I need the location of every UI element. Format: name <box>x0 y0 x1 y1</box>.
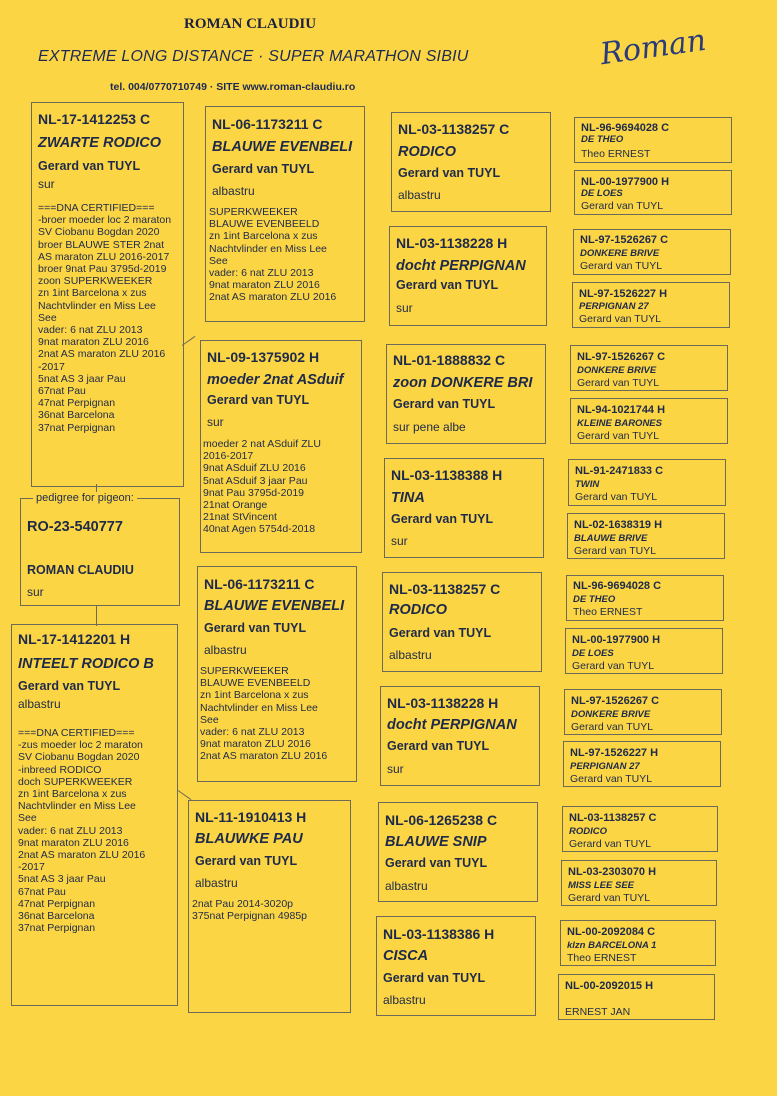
pigeon-name: BLAUWE BRIVE <box>574 533 648 544</box>
gg-grandparent-card[interactable] <box>563 741 721 787</box>
ring-number: NL-91-2471833 C <box>575 465 664 477</box>
pigeon-name: PERPIGNAN 27 <box>570 761 640 772</box>
breeder-name: Gerard van TUYL <box>204 621 307 635</box>
pigeon-name: RODICO <box>398 144 456 160</box>
pigeon-name: RODICO <box>389 602 447 618</box>
connector-line <box>96 606 97 626</box>
grandparent-card[interactable] <box>205 106 365 322</box>
breeder-name: Gerard van TUYL <box>580 260 663 272</box>
pigeon-name: docht PERPIGNAN <box>396 258 526 274</box>
pigeon-color: sur <box>27 585 44 599</box>
pigeon-name: KLEINE BARONES <box>577 418 662 429</box>
ring-number: NL-00-1977900 H <box>581 176 670 188</box>
pigeon-name: TINA <box>391 490 425 506</box>
ring-number: NL-03-1138386 H <box>383 926 495 942</box>
pigeon-name: DONKERE BRIVE <box>571 709 651 720</box>
signature: Roman <box>598 22 709 73</box>
pigeon-name: BLAUWE EVENBELI <box>204 598 345 614</box>
pigeon-name: DE THEO <box>581 134 624 145</box>
achievement-notes: ===DNA CERTIFIED=== -broer moeder loc 2 maraton SV Ciobanu Bogdan 2020 broer BLAUWE STER 2nat AS maraton ZLU 2016-2017 broer 9nat Pau 3795d-2019 zoon SUPERKWEEKER zn 1int Barcelona x zus Nachtvlinder en Miss Lee See vader: 6 nat ZLU 2013 9nat maraton ZLU 2016 2nat AS maraton ZLU 2016 -2017 5nat AS 3 jaar Pau 67nat Pau 47nat Perpignan 36nat Barcelona 37nat Perpignan <box>38 202 172 434</box>
grandparent-card[interactable] <box>188 800 351 1013</box>
breeder-name: Theo ERNEST <box>581 148 651 160</box>
ring-number: NL-03-1138388 H <box>391 467 503 483</box>
ring-number: NL-97-1526227 H <box>570 747 659 759</box>
breeder-name: Gerard van TUYL <box>18 679 121 693</box>
pigeon-name: MISS LEE SEE <box>568 880 634 891</box>
pigeon-name: TWIN <box>575 479 600 490</box>
ring-number: NL-94-1021744 H <box>577 404 666 416</box>
pigeon-color: sur <box>207 415 224 429</box>
pigeon-color: sur <box>391 534 408 548</box>
great-grandparent-card[interactable] <box>391 112 551 212</box>
breeder-name: Gerard van TUYL <box>571 721 654 733</box>
great-grandparent-card[interactable] <box>386 344 546 444</box>
ring-number: NL-06-1265238 C <box>385 812 498 828</box>
breeder-name: Gerard van TUYL <box>207 393 310 407</box>
ring-number: NL-03-1138257 C <box>569 812 657 824</box>
ring-number: NL-03-1138257 C <box>398 121 510 137</box>
breeder-name: Gerard van TUYL <box>195 854 298 868</box>
achievement-notes: moeder 2 nat ASduif ZLU 2016-2017 9nat ASduif ZLU 2016 5nat ASduif 3 jaar Pau 9nat Pau 3795d-2019 21nat Orange 21nat StVincent 40nat Agen 5754d-2018 <box>203 438 321 536</box>
pedigree-label: pedigree for pigeon: <box>33 492 137 504</box>
achievement-notes: ===DNA CERTIFIED=== -zus moeder loc 2 maraton SV Ciobanu Bogdan 2020 -inbreed RODICO doch SUPERKWEEKER zn 1int Barcelona x zus Nachtvlinder en Miss Lee See vader: 6 nat ZLU 2013 9nat maraton ZLU 2016 2nat AS maraton ZLU 2016 -2017 5nat AS 3 jaar Pau 67nat Pau 47nat Perpignan 36nat Barcelona 37nat Perpignan <box>18 727 146 935</box>
pigeon-name: BLAUWKE PAU <box>195 831 303 847</box>
ring-number: NL-97-1526267 C <box>580 234 669 246</box>
pigeon-name: PERPIGNAN 27 <box>579 301 649 312</box>
ring-number: NL-17-1412253 C <box>38 111 151 127</box>
pigeon-name: BLAUWE EVENBELI <box>212 139 353 155</box>
breeder-name: Gerard van TUYL <box>383 971 486 985</box>
great-grandparent-card[interactable] <box>382 572 542 672</box>
pigeon-color: albastru <box>385 879 428 893</box>
breeder-name: Gerard van TUYL <box>396 278 499 292</box>
ring-number: NL-09-1375902 H <box>207 349 320 365</box>
pigeon-color: albastru <box>18 697 61 711</box>
ring-number: NL-00-2092084 C <box>567 926 656 938</box>
pigeon-name: DONKERE BRIVE <box>580 248 660 259</box>
gg-grandparent-card[interactable] <box>561 860 717 906</box>
breeder-name: Theo ERNEST <box>573 606 643 618</box>
ring-number: NL-97-1526267 C <box>571 695 660 707</box>
pigeon-name: BLAUWE SNIP <box>385 834 487 850</box>
great-grandparent-card[interactable] <box>380 686 540 786</box>
ring-number: NL-96-9694028 C <box>581 122 670 134</box>
breeder-name: Gerard van TUYL <box>568 892 651 904</box>
gg-grandparent-card[interactable] <box>566 575 724 621</box>
connector-line <box>178 790 192 800</box>
gg-grandparent-card[interactable] <box>562 806 718 852</box>
gg-grandparent-card[interactable] <box>558 974 715 1020</box>
breeder-name: Gerard van TUYL <box>212 162 315 176</box>
great-grandparent-card[interactable] <box>376 916 536 1016</box>
great-grandparent-card[interactable] <box>389 226 547 326</box>
breeder-name: Gerard van TUYL <box>569 838 652 850</box>
breeder-name: Gerard van TUYL <box>577 377 660 389</box>
pigeon-name: zoon DONKERE BRI <box>393 375 533 391</box>
owner-name: ROMAN CLAUDIU <box>27 563 134 577</box>
pigeon-name: RODICO <box>569 826 607 837</box>
father-card[interactable] <box>31 102 184 487</box>
ring-number: NL-97-1526227 H <box>579 288 668 300</box>
ring-number: NL-17-1412201 H <box>18 631 131 647</box>
gg-grandparent-card[interactable] <box>565 628 723 674</box>
pigeon-name: DONKERE BRIVE <box>577 365 657 376</box>
pigeon-color: sur <box>396 301 413 315</box>
breeder-name: Gerard van TUYL <box>572 660 655 672</box>
gg-grandparent-card[interactable] <box>570 398 728 444</box>
pigeon-color: sur <box>38 177 55 191</box>
page-subtitle: EXTREME LONG DISTANCE · SUPER MARATHON SIBIU <box>38 48 469 65</box>
breeder-name: Gerard van TUYL <box>387 739 490 753</box>
gg-grandparent-card[interactable] <box>568 459 726 506</box>
contact-line: tel. 004/0770710749 · SITE www.roman-claudiu.ro <box>110 81 356 93</box>
achievement-notes: 2nat Pau 2014-3020p 375nat Perpignan 4985p <box>192 898 308 923</box>
pigeon-color: albastru <box>195 876 238 890</box>
ring-number: NL-00-2092015 H <box>565 980 654 992</box>
achievement-notes: SUPERKWEEKER BLAUWE EVENBEELD zn 1int Barcelona x zus Nachtvlinder en Miss Lee See vader: 6 nat ZLU 2013 9nat maraton ZLU 2016 2nat AS maraton ZLU 2016 <box>200 665 328 763</box>
breeder-name: Gerard van TUYL <box>385 856 488 870</box>
pigeon-name: klzn BARCELONA 1 <box>567 940 657 951</box>
pigeon-name: docht PERPIGNAN <box>387 717 517 733</box>
breeder-name: Gerard van TUYL <box>574 545 657 557</box>
ring-number: NL-11-1910413 H <box>195 809 307 825</box>
grandparent-card[interactable] <box>200 340 362 553</box>
gg-grandparent-card[interactable] <box>574 170 732 215</box>
mother-card[interactable] <box>11 624 178 1006</box>
gg-grandparent-card[interactable] <box>573 229 731 275</box>
pigeon-name: ZWARTE RODICO <box>38 135 161 151</box>
gg-grandparent-card[interactable] <box>570 345 728 391</box>
pigeon-name: DE THEO <box>573 594 616 605</box>
pigeon-color: albastru <box>383 993 426 1007</box>
page-title: ROMAN CLAUDIU <box>184 16 317 32</box>
ring-number: NL-03-1138257 C <box>389 581 501 597</box>
breeder-name: Gerard van TUYL <box>579 313 662 325</box>
gg-grandparent-card[interactable] <box>572 282 730 328</box>
breeder-name: Gerard van TUYL <box>575 491 658 503</box>
ring-number: NL-97-1526267 C <box>577 351 666 363</box>
breeder-name: Gerard van TUYL <box>577 430 660 442</box>
pigeon-name: DE LOES <box>572 648 614 659</box>
ring-number: NL-02-1638319 H <box>574 519 663 531</box>
pigeon-color: albastru <box>212 184 255 198</box>
gg-grandparent-card[interactable] <box>574 117 732 163</box>
breeder-name: Theo ERNEST <box>567 952 637 964</box>
ring-number: NL-06-1173211 C <box>212 116 323 132</box>
breeder-name: Gerard van TUYL <box>391 512 494 526</box>
gg-grandparent-card[interactable] <box>560 920 716 966</box>
pigeon-name: DE LOES <box>581 188 623 199</box>
breeder-name: Gerard van TUYL <box>570 773 653 785</box>
subject-pigeon-card[interactable] <box>20 498 180 606</box>
gg-grandparent-card[interactable] <box>564 689 722 735</box>
ring-number: NL-00-1977900 H <box>572 634 661 646</box>
great-grandparent-card[interactable] <box>378 802 538 902</box>
ring-number: RO-23-540777 <box>27 519 123 535</box>
pigeon-name: moeder 2nat ASduif <box>207 372 344 388</box>
breeder-name: Gerard van TUYL <box>389 626 492 640</box>
pigeon-color: albastru <box>204 643 247 657</box>
gg-grandparent-card[interactable] <box>567 513 725 559</box>
great-grandparent-card[interactable] <box>384 458 544 558</box>
achievement-notes: SUPERKWEEKER BLAUWE EVENBEELD zn 1int Barcelona x zus Nachtvlinder en Miss Lee See vader: 6 nat ZLU 2013 9nat maraton ZLU 2016 2nat AS maraton ZLU 2016 <box>209 206 337 304</box>
pigeon-name: CISCA <box>383 948 429 964</box>
ring-number: NL-03-1138228 H <box>387 695 499 711</box>
pigeon-color: sur pene albe <box>393 420 466 434</box>
grandparent-card[interactable] <box>197 566 357 782</box>
ring-number: NL-06-1173211 C <box>204 576 315 592</box>
ring-number: NL-96-9694028 C <box>573 580 662 592</box>
breeder-name: Gerard van TUYL <box>581 200 664 212</box>
ring-number: NL-03-2303070 H <box>568 866 657 878</box>
pigeon-color: albastru <box>398 188 441 202</box>
breeder-name: Gerard van TUYL <box>393 397 496 411</box>
pigeon-color: sur <box>387 762 404 776</box>
ring-number: NL-03-1138228 H <box>396 235 508 251</box>
pigeon-name: INTEELT RODICO B <box>18 656 154 672</box>
ring-number: NL-01-1888832 C <box>393 352 506 368</box>
pigeon-color: albastru <box>389 648 432 662</box>
breeder-name: ERNEST JAN <box>565 1006 631 1018</box>
breeder-name: Gerard van TUYL <box>398 166 501 180</box>
breeder-name: Gerard van TUYL <box>38 159 141 173</box>
